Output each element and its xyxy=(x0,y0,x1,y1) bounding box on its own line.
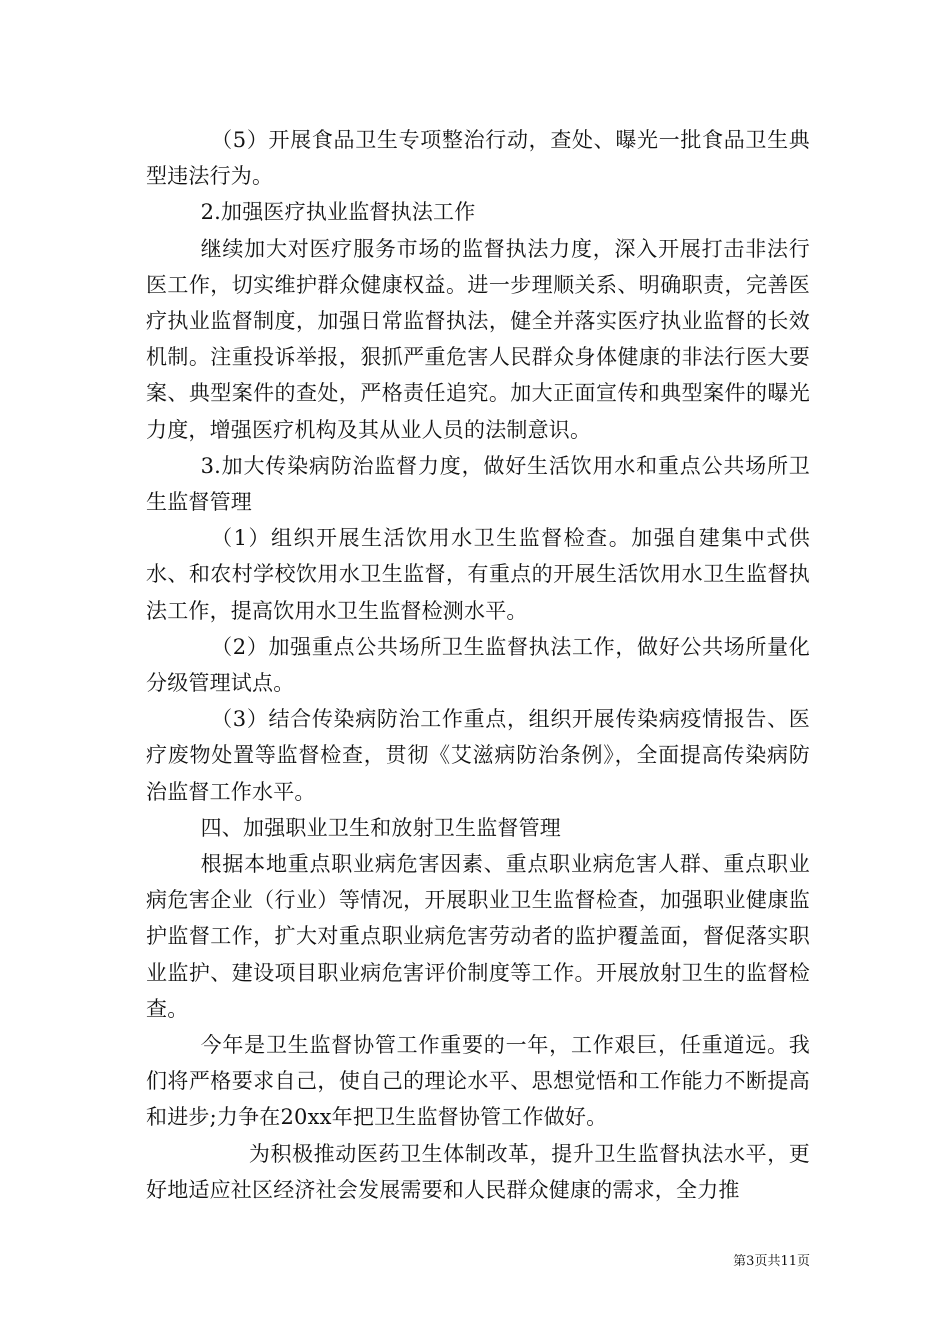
page-number: 第3页共11页 xyxy=(733,1254,810,1269)
paragraph-medical-practice-supervision: 继续加大对医疗服务市场的监督执法力度，深入开展打击非法行医工作，切实维护群众健康权益。进一步理顺关系、明确职责，完善医疗执业监督制度，加强日常监督执法，健全并落实医疗执业监督的长效机制。注重投诉举报，狠抓严重危害人民群众身体健康的非法行医大要案、典型案件的查处，严格责任追究。加大正面宣传和典型案件的曝光力度，增强医疗机构及其从业人员的法制意识。 xyxy=(146,236,810,442)
heading-medical-practice-supervision: 2.加强医疗执业监督执法工作 xyxy=(200,200,476,225)
paragraph-drinking-water-inspection: （1）组织开展生活饮用水卫生监督检查。加强自建集中式供水、和农村学校饮用水卫生监督，有重点的开展生活饮用水卫生监督执法工作，提高饮用水卫生监督检测水平。 xyxy=(146,526,810,623)
heading-occupational-radiation-hygiene: 四、加强职业卫生和放射卫生监督管理 xyxy=(200,815,561,840)
paragraph-food-hygiene-action: （5）开展食品卫生专项整治行动，查处、曝光一批食品卫生典型违法行为。 xyxy=(146,128,810,189)
paragraph-reform-intro: 为积极推动医药卫生体制改革，提升卫生监督执法水平，更好地适应社区经济社会发展需要和人民群众健康的需求，全力推 xyxy=(146,1141,810,1202)
paragraph-infectious-disease-control: （3）结合传染病防治工作重点，组织开展传染病疫情报告、医疗废物处置等监督检查，贯彻《艾滋病防治条例》，全面提高传染病防治监督工作水平。 xyxy=(146,707,810,804)
paragraph-year-summary: 今年是卫生监督协管工作重要的一年，工作艰巨，任重道远。我们将严格要求自己，使自己的理论水平、思想觉悟和工作能力不断提高和进步;力争在20xx年把卫生监督协管工作做好。 xyxy=(146,1033,810,1130)
heading-infectious-disease-supervision: 3.加大传染病防治监督力度，做好生活饮用水和重点公共场所卫生监督管理 xyxy=(146,453,810,515)
document-body xyxy=(146,122,810,1208)
paragraph-occupational-hygiene: 根据本地重点职业病危害因素、重点职业病危害人群、重点职业病危害企业（行业）等情况，开展职业卫生监督检查，加强职业健康监护监督工作，扩大对重点职业病危害劳动者的监护覆盖面，督促落实职业监护、建设项目职业病危害评价制度等工作。开展放射卫生的监督检查。 xyxy=(146,852,810,1021)
paragraph-public-places-supervision: （2）加强重点公共场所卫生监督执法工作，做好公共场所量化分级管理试点。 xyxy=(146,634,810,696)
